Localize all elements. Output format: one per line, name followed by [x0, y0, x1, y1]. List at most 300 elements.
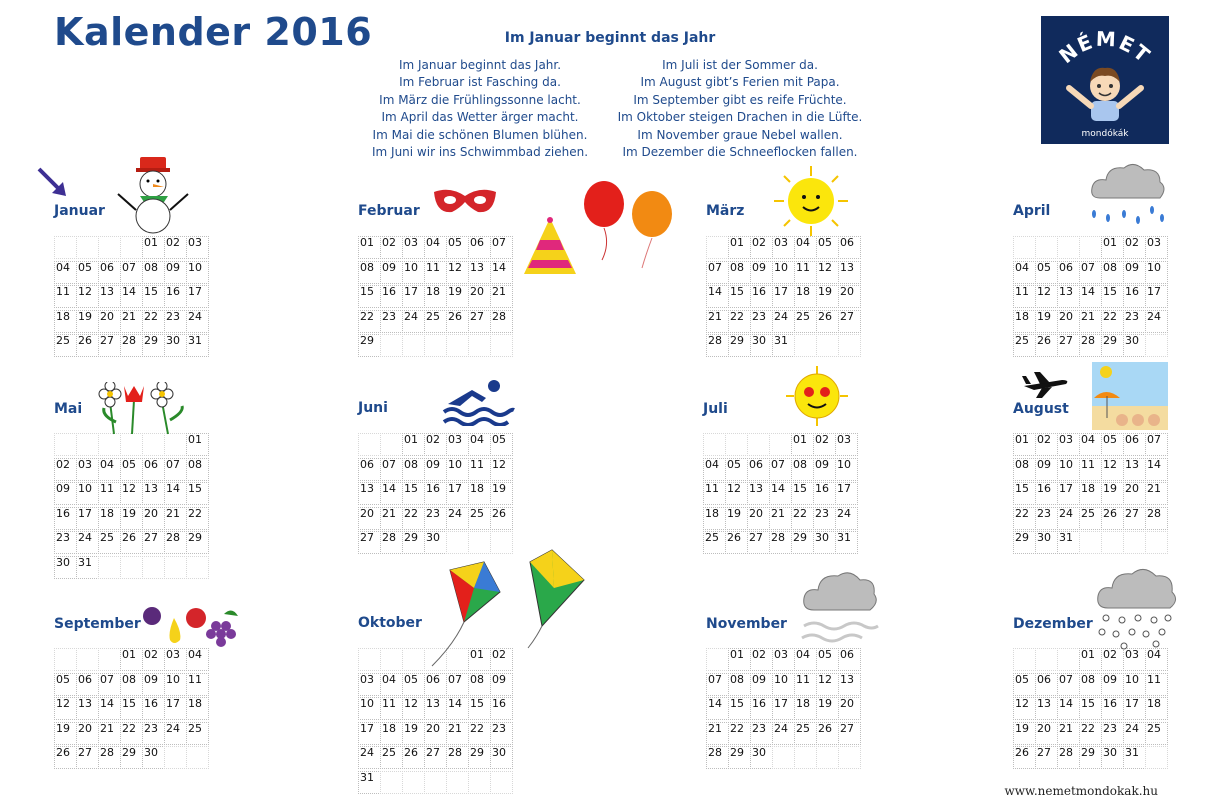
day-cell: 07 — [706, 261, 729, 284]
day-cell: 23 — [424, 507, 447, 530]
month-label-juli: Juli — [703, 401, 728, 417]
empty-cell — [794, 334, 817, 357]
day-cell: 14 — [98, 697, 121, 720]
day-cell: 12 — [76, 285, 99, 308]
day-cell: 18 — [794, 697, 817, 720]
day-cell: 13 — [838, 261, 861, 284]
day-cell: 01 — [1013, 433, 1036, 456]
day-cell: 04 — [380, 673, 403, 696]
day-cell: 14 — [1145, 458, 1168, 481]
day-cell: 04 — [468, 433, 491, 456]
day-cell: 02 — [1101, 648, 1124, 671]
day-cell: 17 — [772, 697, 795, 720]
day-cell: 05 — [446, 236, 469, 259]
day-cell: 06 — [1057, 261, 1080, 284]
day-cell: 11 — [794, 673, 817, 696]
day-cell: 31 — [358, 771, 381, 794]
day-cell: 15 — [791, 482, 814, 505]
day-cell: 24 — [76, 531, 99, 554]
footer-url[interactable]: www.nemetmondokak.hu — [1004, 784, 1158, 798]
day-cell: 01 — [728, 648, 751, 671]
day-cell: 08 — [728, 261, 751, 284]
day-cell: 13 — [1057, 285, 1080, 308]
day-cell: 24 — [772, 310, 795, 333]
day-cell: 19 — [816, 697, 839, 720]
day-cell: 21 — [769, 507, 792, 530]
day-cell: 14 — [380, 482, 403, 505]
day-cell: 21 — [1145, 482, 1168, 505]
empty-cell — [703, 433, 726, 456]
day-cell: 05 — [402, 673, 425, 696]
poem-line: Im Dezember die Schneeflocken fallen. — [622, 145, 858, 160]
day-cell: 24 — [164, 722, 187, 745]
day-cell: 11 — [1079, 458, 1102, 481]
day-cell: 14 — [446, 697, 469, 720]
day-cell: 10 — [1123, 673, 1146, 696]
poem-line: Im Februar ist Fasching da. — [399, 75, 561, 90]
day-cell: 09 — [142, 673, 165, 696]
day-cell: 24 — [1123, 722, 1146, 745]
day-cell: 18 — [380, 722, 403, 745]
day-cell: 27 — [1035, 746, 1058, 769]
poem-line: Im Juni wir ins Schwimmbad ziehen. — [371, 145, 589, 160]
month-grid-dezember — [1013, 648, 1167, 771]
day-cell: 13 — [747, 482, 770, 505]
day-cell: 27 — [838, 310, 861, 333]
day-cell: 19 — [76, 310, 99, 333]
day-cell: 10 — [1145, 261, 1168, 284]
day-cell: 16 — [750, 285, 773, 308]
day-cell: 29 — [402, 531, 425, 554]
day-cell: 07 — [706, 673, 729, 696]
day-cell: 12 — [1013, 697, 1036, 720]
poem-left-column — [340, 57, 620, 161]
day-cell: 29 — [728, 334, 751, 357]
day-cell: 31 — [1057, 531, 1080, 554]
empty-cell — [380, 648, 403, 671]
day-cell: 11 — [1013, 285, 1036, 308]
day-cell: 14 — [1057, 697, 1080, 720]
day-cell: 29 — [358, 334, 381, 357]
day-cell: 26 — [446, 310, 469, 333]
empty-cell — [772, 746, 795, 769]
day-cell: 04 — [703, 458, 726, 481]
day-cell: 22 — [120, 722, 143, 745]
day-cell: 21 — [1057, 722, 1080, 745]
day-cell: 21 — [706, 310, 729, 333]
day-cell: 31 — [186, 334, 209, 357]
day-cell: 05 — [725, 458, 748, 481]
month-label-oktober: Oktober — [358, 615, 422, 631]
day-cell: 02 — [1035, 433, 1058, 456]
arrow-icon — [36, 166, 70, 200]
day-cell: 20 — [98, 310, 121, 333]
day-cell: 21 — [706, 722, 729, 745]
day-cell: 15 — [1079, 697, 1102, 720]
empty-cell — [358, 648, 381, 671]
day-cell: 18 — [98, 507, 121, 530]
day-cell: 01 — [1101, 236, 1124, 259]
day-cell: 14 — [120, 285, 143, 308]
day-cell: 26 — [120, 531, 143, 554]
day-cell: 02 — [54, 458, 77, 481]
day-cell: 16 — [750, 697, 773, 720]
day-cell: 03 — [772, 648, 795, 671]
day-cell: 15 — [1013, 482, 1036, 505]
day-cell: 13 — [1035, 697, 1058, 720]
empty-cell — [76, 648, 99, 671]
month-label-september: September — [54, 616, 141, 632]
empty-cell — [54, 648, 77, 671]
empty-cell — [54, 236, 77, 259]
day-cell: 04 — [794, 648, 817, 671]
month-label-august: August — [1013, 401, 1069, 417]
day-cell: 18 — [424, 285, 447, 308]
day-cell: 10 — [1057, 458, 1080, 481]
day-cell: 23 — [750, 722, 773, 745]
day-cell: 24 — [1145, 310, 1168, 333]
month-grid-juni — [358, 433, 512, 556]
day-cell: 11 — [703, 482, 726, 505]
day-cell: 21 — [1079, 310, 1102, 333]
day-cell: 04 — [186, 648, 209, 671]
empty-cell — [1013, 236, 1036, 259]
day-cell: 14 — [769, 482, 792, 505]
day-cell: 08 — [468, 673, 491, 696]
empty-cell — [424, 771, 447, 794]
empty-cell — [1079, 531, 1102, 554]
day-cell: 29 — [1079, 746, 1102, 769]
day-cell: 08 — [1079, 673, 1102, 696]
snow-cloud-icon — [1096, 562, 1180, 650]
day-cell: 28 — [706, 746, 729, 769]
day-cell: 25 — [380, 746, 403, 769]
day-cell: 09 — [1101, 673, 1124, 696]
day-cell: 15 — [402, 482, 425, 505]
month-label-maerz: März — [706, 203, 745, 219]
day-cell: 24 — [772, 722, 795, 745]
day-cell: 30 — [490, 746, 513, 769]
day-cell: 08 — [1013, 458, 1036, 481]
day-cell: 29 — [186, 531, 209, 554]
day-cell: 06 — [424, 673, 447, 696]
day-cell: 03 — [186, 236, 209, 259]
day-cell: 15 — [142, 285, 165, 308]
day-cell: 05 — [816, 648, 839, 671]
day-cell: 04 — [794, 236, 817, 259]
month-grid-september — [54, 648, 208, 771]
day-cell: 03 — [446, 433, 469, 456]
day-cell: 26 — [402, 746, 425, 769]
day-cell: 02 — [813, 433, 836, 456]
empty-cell — [98, 556, 121, 579]
poem-line: Im Juli ist der Sommer da. — [662, 58, 818, 72]
day-cell: 23 — [380, 310, 403, 333]
empty-cell — [402, 334, 425, 357]
day-cell: 08 — [186, 458, 209, 481]
day-cell: 31 — [835, 531, 858, 554]
day-cell: 31 — [1123, 746, 1146, 769]
day-cell: 28 — [1079, 334, 1102, 357]
day-cell: 18 — [794, 285, 817, 308]
day-cell: 19 — [120, 507, 143, 530]
day-cell: 11 — [1145, 673, 1168, 696]
empty-cell — [706, 648, 729, 671]
day-cell: 04 — [54, 261, 77, 284]
day-cell: 18 — [1145, 697, 1168, 720]
empty-cell — [358, 433, 381, 456]
day-cell: 27 — [76, 746, 99, 769]
day-cell: 25 — [794, 722, 817, 745]
month-label-juni: Juni — [358, 400, 388, 416]
day-cell: 01 — [1079, 648, 1102, 671]
day-cell: 02 — [750, 236, 773, 259]
day-cell: 09 — [750, 261, 773, 284]
empty-cell — [1145, 334, 1168, 357]
empty-cell — [1145, 746, 1168, 769]
day-cell: 13 — [468, 261, 491, 284]
empty-cell — [747, 433, 770, 456]
airplane-icon — [1022, 370, 1070, 398]
day-cell: 06 — [468, 236, 491, 259]
day-cell: 09 — [424, 458, 447, 481]
day-cell: 05 — [490, 433, 513, 456]
day-cell: 15 — [1101, 285, 1124, 308]
day-cell: 28 — [1145, 507, 1168, 530]
empty-cell — [794, 746, 817, 769]
day-cell: 26 — [1101, 507, 1124, 530]
day-cell: 01 — [186, 433, 209, 456]
day-cell: 24 — [1057, 507, 1080, 530]
empty-cell — [76, 433, 99, 456]
empty-cell — [838, 746, 861, 769]
day-cell: 13 — [358, 482, 381, 505]
empty-cell — [76, 236, 99, 259]
day-cell: 24 — [186, 310, 209, 333]
poem-line: Im September gibt es reife Früchte. — [633, 92, 847, 107]
day-cell: 16 — [424, 482, 447, 505]
day-cell: 08 — [791, 458, 814, 481]
month-grid-februar — [358, 236, 512, 359]
empty-cell — [816, 334, 839, 357]
day-cell: 27 — [468, 310, 491, 333]
empty-cell — [769, 433, 792, 456]
day-cell: 08 — [142, 261, 165, 284]
day-cell: 27 — [747, 531, 770, 554]
day-cell: 01 — [402, 433, 425, 456]
day-cell: 12 — [402, 697, 425, 720]
day-cell: 23 — [54, 531, 77, 554]
empty-cell — [725, 433, 748, 456]
day-cell: 23 — [1035, 507, 1058, 530]
day-cell: 04 — [1145, 648, 1168, 671]
day-cell: 20 — [838, 697, 861, 720]
day-cell: 23 — [813, 507, 836, 530]
month-label-februar: Februar — [358, 203, 420, 219]
day-cell: 20 — [424, 722, 447, 745]
day-cell: 25 — [1079, 507, 1102, 530]
day-cell: 06 — [142, 458, 165, 481]
empty-cell — [1035, 236, 1058, 259]
day-cell: 26 — [54, 746, 77, 769]
day-cell: 04 — [1079, 433, 1102, 456]
day-cell: 28 — [98, 746, 121, 769]
day-cell: 17 — [835, 482, 858, 505]
day-cell: 30 — [1035, 531, 1058, 554]
day-cell: 07 — [98, 673, 121, 696]
day-cell: 22 — [402, 507, 425, 530]
day-cell: 22 — [142, 310, 165, 333]
month-grid-juli — [703, 433, 857, 556]
day-cell: 25 — [1145, 722, 1168, 745]
day-cell: 18 — [1079, 482, 1102, 505]
day-cell: 21 — [490, 285, 513, 308]
beach-scene-icon — [1092, 362, 1168, 430]
day-cell: 11 — [98, 482, 121, 505]
day-cell: 22 — [728, 722, 751, 745]
day-cell: 24 — [358, 746, 381, 769]
poem-right-column — [600, 57, 880, 161]
day-cell: 09 — [490, 673, 513, 696]
day-cell: 08 — [358, 261, 381, 284]
empty-cell — [402, 648, 425, 671]
day-cell: 18 — [703, 507, 726, 530]
day-cell: 16 — [54, 507, 77, 530]
month-grid-oktober — [358, 648, 512, 796]
day-cell: 12 — [816, 261, 839, 284]
empty-cell — [816, 746, 839, 769]
day-cell: 30 — [54, 556, 77, 579]
day-cell: 07 — [164, 458, 187, 481]
day-cell: 13 — [76, 697, 99, 720]
month-grid-august — [1013, 433, 1167, 556]
day-cell: 12 — [1035, 285, 1058, 308]
page-title: Kalender 2016 — [54, 10, 373, 54]
day-cell: 26 — [816, 722, 839, 745]
day-cell: 06 — [838, 648, 861, 671]
day-cell: 16 — [1101, 697, 1124, 720]
day-cell: 20 — [468, 285, 491, 308]
day-cell: 23 — [1101, 722, 1124, 745]
empty-cell — [1057, 236, 1080, 259]
empty-cell — [98, 433, 121, 456]
day-cell: 10 — [835, 458, 858, 481]
day-cell: 18 — [54, 310, 77, 333]
day-cell: 08 — [728, 673, 751, 696]
day-cell: 01 — [358, 236, 381, 259]
empty-cell — [1123, 531, 1146, 554]
day-cell: 06 — [838, 236, 861, 259]
day-cell: 26 — [1013, 746, 1036, 769]
day-cell: 15 — [468, 697, 491, 720]
day-cell: 17 — [402, 285, 425, 308]
day-cell: 12 — [816, 673, 839, 696]
day-cell: 28 — [490, 310, 513, 333]
day-cell: 10 — [402, 261, 425, 284]
day-cell: 02 — [424, 433, 447, 456]
day-cell: 13 — [838, 673, 861, 696]
sun-icon — [766, 166, 856, 236]
day-cell: 08 — [402, 458, 425, 481]
day-cell: 29 — [1013, 531, 1036, 554]
day-cell: 04 — [98, 458, 121, 481]
day-cell: 01 — [142, 236, 165, 259]
day-cell: 03 — [772, 236, 795, 259]
day-cell: 09 — [54, 482, 77, 505]
empty-cell — [1079, 236, 1102, 259]
day-cell: 01 — [791, 433, 814, 456]
month-label-januar: Januar — [54, 203, 105, 219]
empty-cell — [1101, 531, 1124, 554]
day-cell: 02 — [164, 236, 187, 259]
rain-cloud-icon — [1088, 158, 1168, 234]
day-cell: 22 — [791, 507, 814, 530]
day-cell: 28 — [706, 334, 729, 357]
day-cell: 15 — [358, 285, 381, 308]
day-cell: 10 — [772, 673, 795, 696]
day-cell: 25 — [424, 310, 447, 333]
poem-line: Im März die Frühlingssonne lacht. — [379, 92, 581, 107]
day-cell: 06 — [1035, 673, 1058, 696]
day-cell: 30 — [1101, 746, 1124, 769]
day-cell: 09 — [750, 673, 773, 696]
day-cell: 20 — [1123, 482, 1146, 505]
day-cell: 05 — [1101, 433, 1124, 456]
day-cell: 18 — [468, 482, 491, 505]
day-cell: 29 — [142, 334, 165, 357]
day-cell: 09 — [1035, 458, 1058, 481]
day-cell: 16 — [813, 482, 836, 505]
day-cell: 20 — [747, 507, 770, 530]
day-cell: 05 — [816, 236, 839, 259]
day-cell: 25 — [186, 722, 209, 745]
day-cell: 13 — [1123, 458, 1146, 481]
day-cell: 04 — [1013, 261, 1036, 284]
day-cell: 24 — [402, 310, 425, 333]
day-cell: 06 — [76, 673, 99, 696]
month-label-mai: Mai — [54, 401, 83, 417]
day-cell: 30 — [750, 746, 773, 769]
day-cell: 25 — [54, 334, 77, 357]
day-cell: 09 — [1123, 261, 1146, 284]
fruits-icon — [140, 604, 242, 648]
day-cell: 23 — [750, 310, 773, 333]
day-cell: 19 — [725, 507, 748, 530]
day-cell: 12 — [120, 482, 143, 505]
day-cell: 27 — [142, 531, 165, 554]
day-cell: 19 — [1013, 722, 1036, 745]
day-cell: 13 — [142, 482, 165, 505]
day-cell: 30 — [750, 334, 773, 357]
day-cell: 30 — [164, 334, 187, 357]
day-cell: 19 — [54, 722, 77, 745]
day-cell: 03 — [835, 433, 858, 456]
balloons-icon — [582, 180, 676, 272]
day-cell: 26 — [816, 310, 839, 333]
empty-cell — [164, 746, 187, 769]
day-cell: 14 — [164, 482, 187, 505]
day-cell: 12 — [54, 697, 77, 720]
day-cell: 07 — [120, 261, 143, 284]
empty-cell — [164, 433, 187, 456]
empty-cell — [380, 334, 403, 357]
empty-cell — [54, 433, 77, 456]
logo-top-text: NÉMET — [1054, 26, 1156, 69]
day-cell: 17 — [164, 697, 187, 720]
day-cell: 27 — [358, 531, 381, 554]
day-cell: 26 — [490, 507, 513, 530]
day-cell: 11 — [794, 261, 817, 284]
